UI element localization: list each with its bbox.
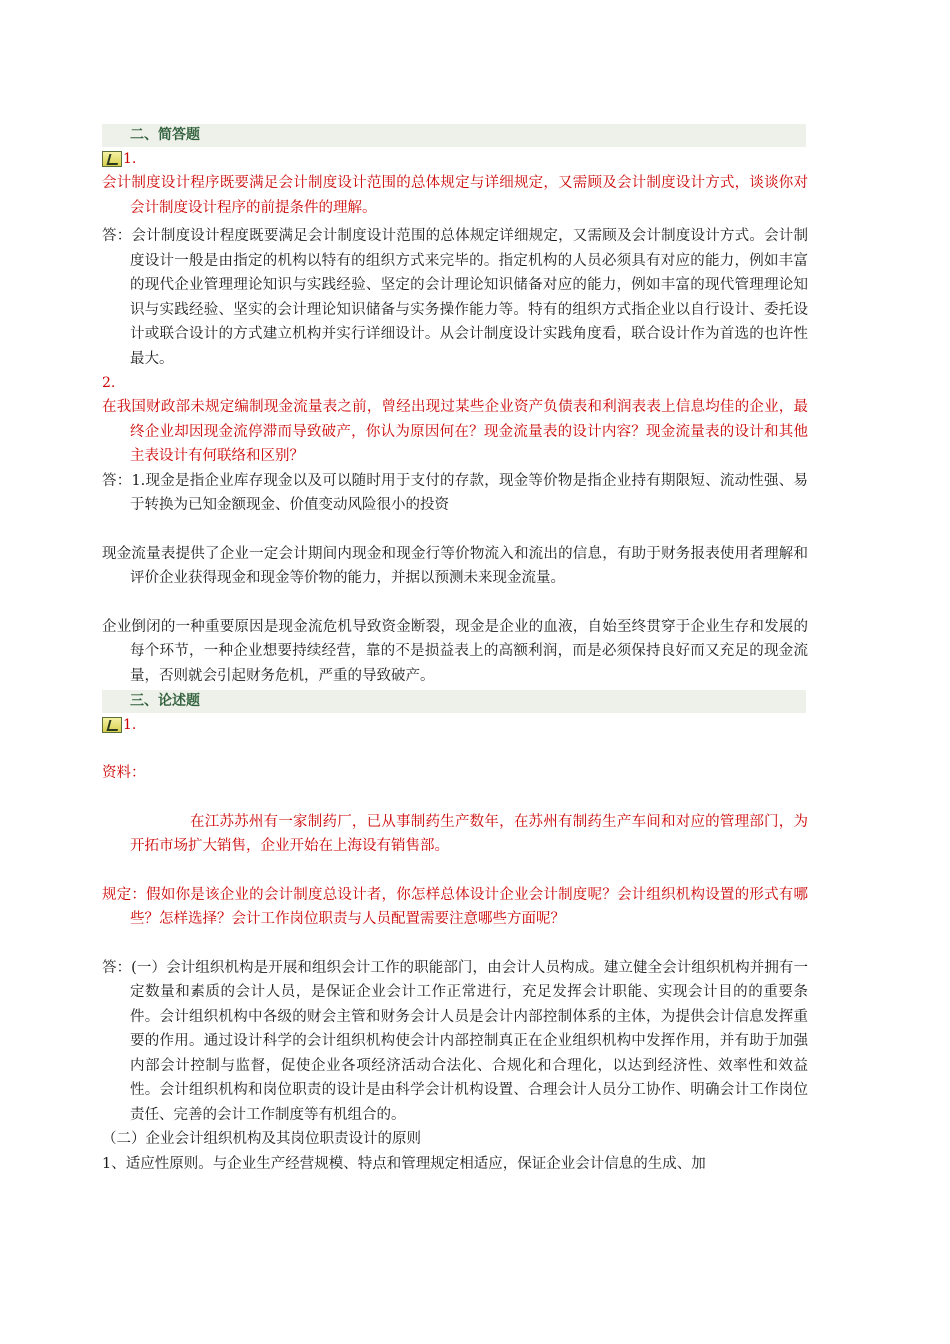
question-number-label: 1. [123, 717, 137, 733]
answer-2-text: 答：1.现金是指企业库存现金以及可以随时用于支付的存款，现金等价物是指企业持有期限短、流动性强、易于转换为已知金额现金、价值变动风险很小的投资 [102, 472, 808, 513]
spacer [102, 737, 808, 761]
spacer [102, 786, 808, 810]
question-2-text: 在我国财政部未规定编制现金流量表之前，曾经出现过某些企业资产负债表和利润表表上信息均佳的企业，最终企业却因现金流停滞而导致破产，你认为原因何在？现金流量表的设计内容？现金流量表的设计和其他主表设计有何联络和区别？ [102, 399, 808, 464]
question-number-3 [102, 713, 808, 737]
answer-3-text: 答：(一）会计组织机构是开展和组织会计工作的职能部门，由会计人员构成。建立健全会计组织机构并拥有一定数量和素质的会计人员，是保证企业会计工作正常进行，充足发挥会计职能、实现会计目的的重要条件。会计组织机构中各级的财会主管和财务会计人员是会计内部控制体系的主体，为提供会计信息发挥重要的作用。通过设计科学的会计组织机构使会计内部控制真正在企业组织机构中发挥作用，并有助于加强内部会计控制与监督，促使企业各项经济活动合法化、合规化和合理化，以达到经济性、效率性和效益性。会计组织机构和岗位职责的设计是由科学会计机构设置、合理会计人员分工协作、明确会计工作岗位责任、完善的会计工作制度等有机组合的。 [102, 959, 808, 1123]
answer-toggle-icon[interactable] [102, 717, 122, 733]
answer-toggle-icon[interactable] [102, 151, 122, 167]
spacer [102, 932, 808, 956]
question-number-2 [102, 371, 808, 395]
question-1-text: 会计制度设计程序既要满足会计制度设计范围的总体规定与详细规定，又需顾及会计制度设计方式，谈谈你对会计制度设计程序的前提条件的理解。 [102, 175, 808, 216]
material-label: 资料： [102, 765, 146, 781]
spacer [102, 859, 808, 883]
question-number-1 [102, 147, 808, 171]
answer-3-item-1: 1、适应性原则。与企业生产经营规模、特点和管理规定相适应，保证企业会计信息的生成、加 [102, 1155, 706, 1172]
question-number-label: 1. [123, 151, 137, 167]
requirement-text: 规定：假如你是该企业的会计制度总设计者，你怎样总体设计企业会计制度呢？会计组织机构设置的形式有哪些？怎样选择？会计工作岗位职责与人员配置需要注意哪些方面呢？ [102, 886, 808, 927]
answer-3-subheading: （二）企业会计组织机构及其岗位职责设计的原则 [102, 1131, 421, 1147]
answer-2-paragraph-2: 现金流量表提供了企业一定会计期间内现金和现金行等价物流入和流出的信息，有助于财务报表使用者理解和评价企业获得现金和现金等价物的能力，并据以预测未来现金流量。 [102, 545, 808, 586]
document-page [102, 124, 808, 1176]
section-heading-short-answer: 二、简答题 [102, 124, 806, 147]
spacer [102, 591, 808, 615]
question-number-label: 2. [102, 375, 116, 391]
spacer [102, 518, 808, 542]
material-text: 在江苏苏州有一家制药厂，已从事制药生产数年，在苏州有制药生产车间和对应的管理部门，为开拓市场扩大销售，企业开始在上海设有销售部。 [130, 813, 808, 854]
answer-2-paragraph-3: 企业倒闭的一种重要原因是现金流危机导致资金断裂，现金是企业的血液，自始至终贯穿于企业生存和发展的每个环节，一种企业想要持续经营，靠的不是损益表上的高额利润，而是必须保持良好而又充足的现金流量，否则就会引起财务危机，严重的导致破产。 [102, 618, 808, 684]
answer-1-text: 答：会计制度设计程度既要满足会计制度设计范围的总体规定详细规定，又需顾及会计制度设计方式。会计制度设计一般是由指定的机构以特有的组织方式来完毕的。指定机构的人员必须具有对应的能力，例如丰富的现代企业管理理论知识与实践经验、坚定的会计理论知识储备对应的能力，例如丰富的现代管理理论知识与实践经验、坚实的会计理论知识储备与实务操作能力等。特有的组织方式指企业以自行设计、委托设计或联合设计的方式建立机构并实行详细设计。从会计制度设计实践角度看，联合设计作为首选的也许性最大。 [102, 228, 808, 367]
section-heading-essay: 三、论述题 [102, 690, 806, 713]
